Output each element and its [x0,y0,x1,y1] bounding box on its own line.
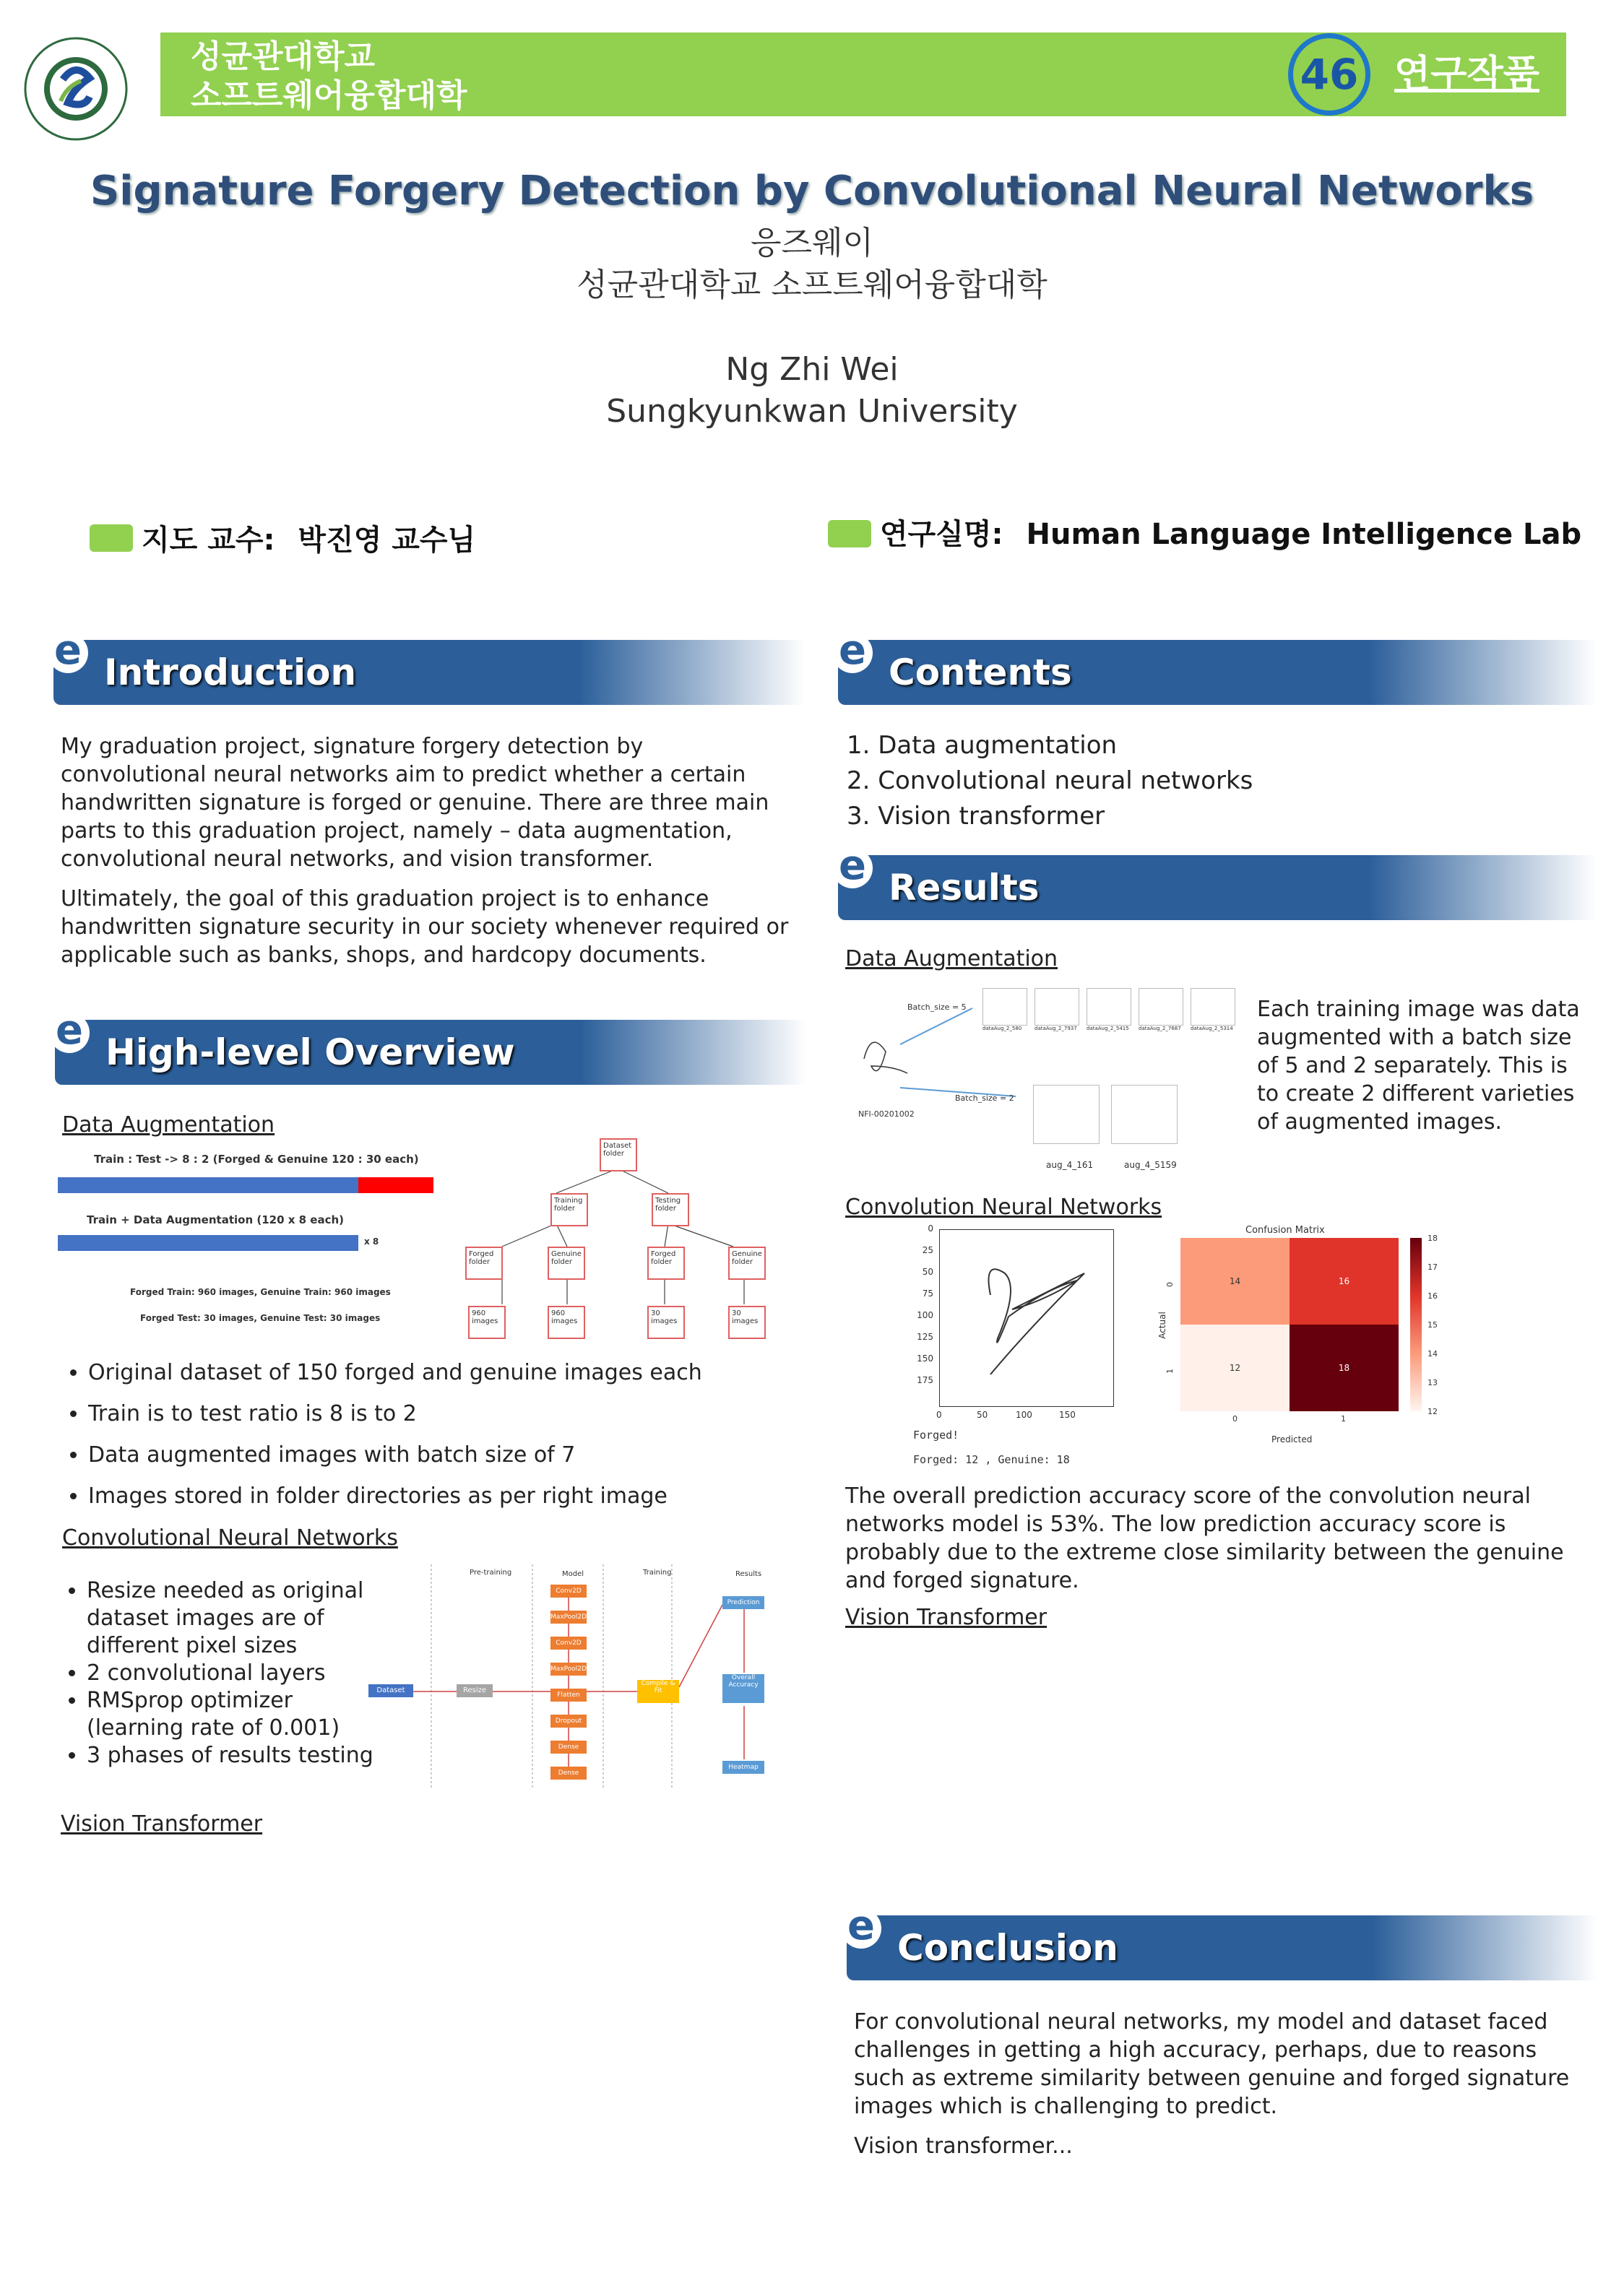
cm-colorbar-tick: 12 [1428,1407,1438,1416]
tree-forged-folder-test: Forged folder [647,1247,685,1280]
confusion-matrix-chart [1149,1225,1452,1456]
pipeline-col-pretraining: Pre-training [470,1569,512,1577]
aug-batch5-label: Batch_size = 5 [907,1002,967,1012]
introduction-header [53,627,805,705]
aug-thumb-label: dataAug_2_7937 [1035,1026,1077,1031]
pipeline-layer: Flatten [550,1689,587,1702]
contents-heading: Contents [889,651,1072,693]
pipeline-heatmap-box: Heatmap [722,1761,764,1774]
conclusion-text [854,2008,1576,2160]
poster-number: 46 [1288,33,1370,116]
aug-thumbnail [1139,988,1183,1026]
results-data-augmentation-link[interactable]: Data Augmentation [845,946,1058,971]
counts-output-label: Forged: 12 , Genuine: 18 [913,1453,1070,1466]
overview-bullet: • Data augmented images with batch size of 7 [88,1442,798,1469]
cm-xlabel: Predicted [1271,1434,1313,1444]
introduction-paragraph-2: Ultimately, the goal of this graduation project is to enhance handwritten signature security in our society whenever required or applicable such as banks, shops, and hardcopy documents. [61,886,789,968]
overview-bullets [61,1359,798,1524]
pipeline-layer: Conv2D [550,1637,587,1650]
pipeline-col-model: Model [562,1570,584,1578]
pipeline-overall-box: Overall Accuracy [722,1674,764,1703]
cm-ytick: 0 [1165,1282,1175,1287]
overview-header [55,1007,806,1085]
aug-thumb-large-label: aug_4_5159 [1124,1160,1177,1170]
cnn-bullets [59,1577,377,1769]
augmented-train-bar [58,1235,358,1251]
split-label-3: Forged Train: 960 images, Genuine Train: 960 images [130,1287,391,1297]
plot-ytick: 100 [917,1310,933,1320]
tree-count-1: 960 images [468,1306,506,1339]
tree-testing-folder: Testing folder [652,1193,689,1226]
split-label-1: Train : Test -> 8 : 2 (Forged & Genuine 120 : 30 each) [94,1153,419,1166]
cm-colorbar [1410,1238,1422,1411]
pipeline-layer: Conv2D [550,1585,587,1598]
affiliation-korean: 성균관대학교 소프트웨어융합대학 [576,267,1048,303]
plot-ytick: 25 [922,1245,933,1255]
pipeline-compile-box: Compile & Fit [637,1680,679,1703]
cm-ylabel: Actual [1157,1312,1167,1339]
overview-data-augmentation-link[interactable]: Data Augmentation [62,1112,275,1138]
cm-colorbar-tick: 18 [1428,1234,1438,1243]
advisor-line [142,517,475,558]
overview-heading: High-level Overview [105,1031,515,1073]
forged-output-label: Forged! [913,1429,959,1442]
tree-count-2: 960 images [548,1306,585,1339]
aug-thumb-label: dataAug_2_5314 [1191,1026,1233,1031]
split-label-4: Forged Test: 30 images, Genuine Test: 30 images [140,1313,381,1323]
plot-ytick: 150 [917,1353,933,1364]
plot-ytick: 75 [922,1288,933,1299]
aug-batch2-label: Batch_size = 2 [955,1093,1014,1103]
lab-name: Human Language Intelligence Lab [1026,518,1582,551]
aug-thumb-label: dataAug_2_5415 [1087,1026,1129,1031]
section-e-icon: e [49,1013,90,1053]
split-label-2: Train + Data Augmentation (120 x 8 each) [87,1213,345,1226]
tree-genuine-folder-test: Genuine folder [728,1247,766,1280]
plot-xtick: 150 [1059,1410,1076,1420]
advisor-bullet [90,524,133,552]
university-line1: 성균관대학교 [191,38,376,75]
plot-xtick: 50 [977,1410,988,1420]
pipeline-dataset-box: Dataset [368,1684,413,1697]
pipeline-resize-box: Resize [457,1684,493,1697]
overview-cnn-link[interactable]: Convolutional Neural Networks [62,1525,398,1551]
section-e-icon: e [48,633,88,673]
aug-thumbnail [982,988,1027,1026]
folder-tree-figure [462,1138,773,1348]
aug-thumbnail-large [1033,1085,1100,1144]
cnn-result-text: The overall prediction accuracy score of the convolution neural networks model is 53%. The low prediction accuracy score is probably due to the extreme close similarity between the genuine and forged signature. [845,1483,1564,1593]
cnn-bullet: • Resize needed as original dataset images are of different pixel sizes [87,1577,377,1660]
cm-cell: 12 [1180,1325,1290,1411]
cm-xtick: 1 [1341,1414,1346,1424]
train-bar [58,1177,358,1193]
plot-ytick: 175 [917,1375,933,1385]
overview-bullet: • Train is to test ratio is 8 is to 2 [88,1400,798,1428]
tree-count-3: 30 images [647,1306,685,1339]
augmentation-description: Each training image was data augmented with a batch size of 5 and 2 separately. This is to create 2 different varieties of augmented images. [1257,997,1580,1135]
cm-grid [1180,1238,1409,1411]
introduction-heading: Introduction [104,651,357,693]
pipeline-layer: MaxPool2D [550,1663,587,1676]
advisor-label: 지도 교수: [142,524,275,557]
pipeline-layer-stack [550,1585,587,1780]
contents-list [847,728,1253,834]
lab-label: 연구실명: [880,518,1003,551]
aug-thumbnail [1087,988,1131,1026]
signature-plot [896,1223,1127,1469]
pipeline-prediction-box: Prediction [722,1596,764,1609]
contents-item: 3. Vision transformer [847,802,1105,831]
split-x8: x 8 [364,1236,379,1247]
cm-ytick: 1 [1165,1369,1175,1374]
lab-line [880,511,1581,553]
conclusion-heading: Conclusion [897,1927,1118,1969]
tree-count-4: 30 images [728,1306,766,1339]
train-test-split-figure [58,1153,433,1333]
cm-colorbar-tick: 13 [1428,1378,1438,1387]
cm-cell: 18 [1290,1325,1399,1411]
conclusion-paragraph-2: Vision transformer... [854,2133,1073,2159]
overview-bullet: • Original dataset of 150 forged and genuine images each [88,1359,798,1387]
pipeline-layer: MaxPool2D [550,1611,587,1624]
tree-dataset-folder: Dataset folder [600,1138,637,1171]
conclusion-header [847,1902,1598,1980]
test-bar [358,1177,433,1193]
pipeline-layer: Dropout [550,1715,587,1728]
section-e-icon: e [832,848,873,888]
author-english: Ng Zhi Wei [725,351,899,388]
conclusion-paragraph-1: For convolutional neural networks, my model and dataset faced challenges in getting a high accuracy, perhaps, due to reasons such as extreme similarity between genuine and forged signature images which is challenging to predict. [854,2009,1570,2119]
cm-title: Confusion Matrix [1245,1225,1325,1236]
section-e-icon: e [841,1908,881,1949]
results-vit-link[interactable]: Vision Transformer [845,1605,1048,1630]
tree-forged-folder-train: Forged folder [465,1247,503,1280]
pipeline-layer: Dense [550,1767,587,1780]
pipeline-col-training: Training [643,1569,672,1577]
cnn-bullet: • RMSprop optimizer (learning rate of 0.001) [87,1687,377,1742]
university-logo [23,36,129,142]
cnn-bullet: • 3 phases of results testing [87,1742,377,1769]
augmentation-figure [850,979,1240,1182]
aug-thumbnail [1035,988,1079,1026]
results-cnn-link[interactable]: Convolution Neural Networks [845,1195,1162,1220]
signature-stroke [940,1230,1113,1406]
overview-vit-link[interactable]: Vision Transformer [61,1811,263,1837]
cm-colorbar-tick: 14 [1428,1349,1438,1359]
aug-source-label: NFI-00201002 [858,1109,915,1119]
plot-xtick: 100 [1016,1410,1032,1420]
pipeline-layer: Dense [550,1741,587,1754]
cm-colorbar-tick: 16 [1428,1291,1438,1301]
cm-colorbar-tick: 15 [1428,1320,1438,1330]
cm-xtick: 0 [1232,1414,1238,1424]
pipeline-col-results: Results [735,1570,762,1578]
affiliation-english: Sungkyunkwan University [606,393,1018,430]
plot-yticks [916,1223,933,1404]
advisor-name: 박진영 교수님 [298,524,476,557]
aug-thumbnail [1191,988,1235,1026]
plot-xtick: 0 [936,1410,942,1420]
aug-thumb-large-label: aug_4_161 [1046,1160,1094,1170]
cnn-pipeline-figure [361,1564,787,1791]
contents-item: 2. Convolutional neural networks [847,766,1253,795]
cm-colorbar-ticks [1428,1234,1449,1414]
aug-thumbnail-large [1111,1085,1178,1144]
plot-ytick: 125 [917,1332,933,1342]
introduction-text [61,732,790,969]
cm-cell: 14 [1180,1238,1290,1325]
author-korean: 응즈웨이 [750,225,873,261]
results-heading: Results [889,867,1040,909]
poster-title: Signature Forgery Detection by Convolutional Neural Networks [90,168,1534,215]
plot-ytick: 0 [928,1223,933,1234]
cnn-bullet: • 2 convolutional layers [87,1660,377,1687]
category-label: 연구작품 [1394,53,1539,96]
aug-thumb-label: dataAug_2_580 [982,1026,1022,1031]
cm-colorbar-tick: 17 [1428,1262,1438,1272]
contents-header [838,627,1597,705]
introduction-paragraph-1: My graduation project, signature forgery detection by convolutional neural networks aim to predict whether a certain handwritten signature is forged or genuine. There are three main parts to this graduation project, namely – data augmentation, convolutional neural networks, and vision transformer. [61,734,769,872]
section-e-icon: e [832,633,873,673]
aug-thumbs-batch5 [982,988,1238,1031]
plot-axes [939,1229,1114,1407]
aug-thumb-label: dataAug_2_7687 [1139,1026,1181,1031]
cm-cell: 16 [1290,1238,1399,1325]
overview-bullet: • Images stored in folder directories as per right image [88,1483,798,1510]
lab-bullet [828,520,871,547]
university-line2: 소프트웨어융합대학 [191,77,467,114]
tree-genuine-folder-train: Genuine folder [548,1247,585,1280]
results-header [838,842,1597,920]
contents-item: 1. Data augmentation [847,731,1118,760]
university-name [191,38,467,116]
plot-ytick: 50 [922,1267,933,1277]
tree-training-folder: Training folder [550,1193,588,1226]
